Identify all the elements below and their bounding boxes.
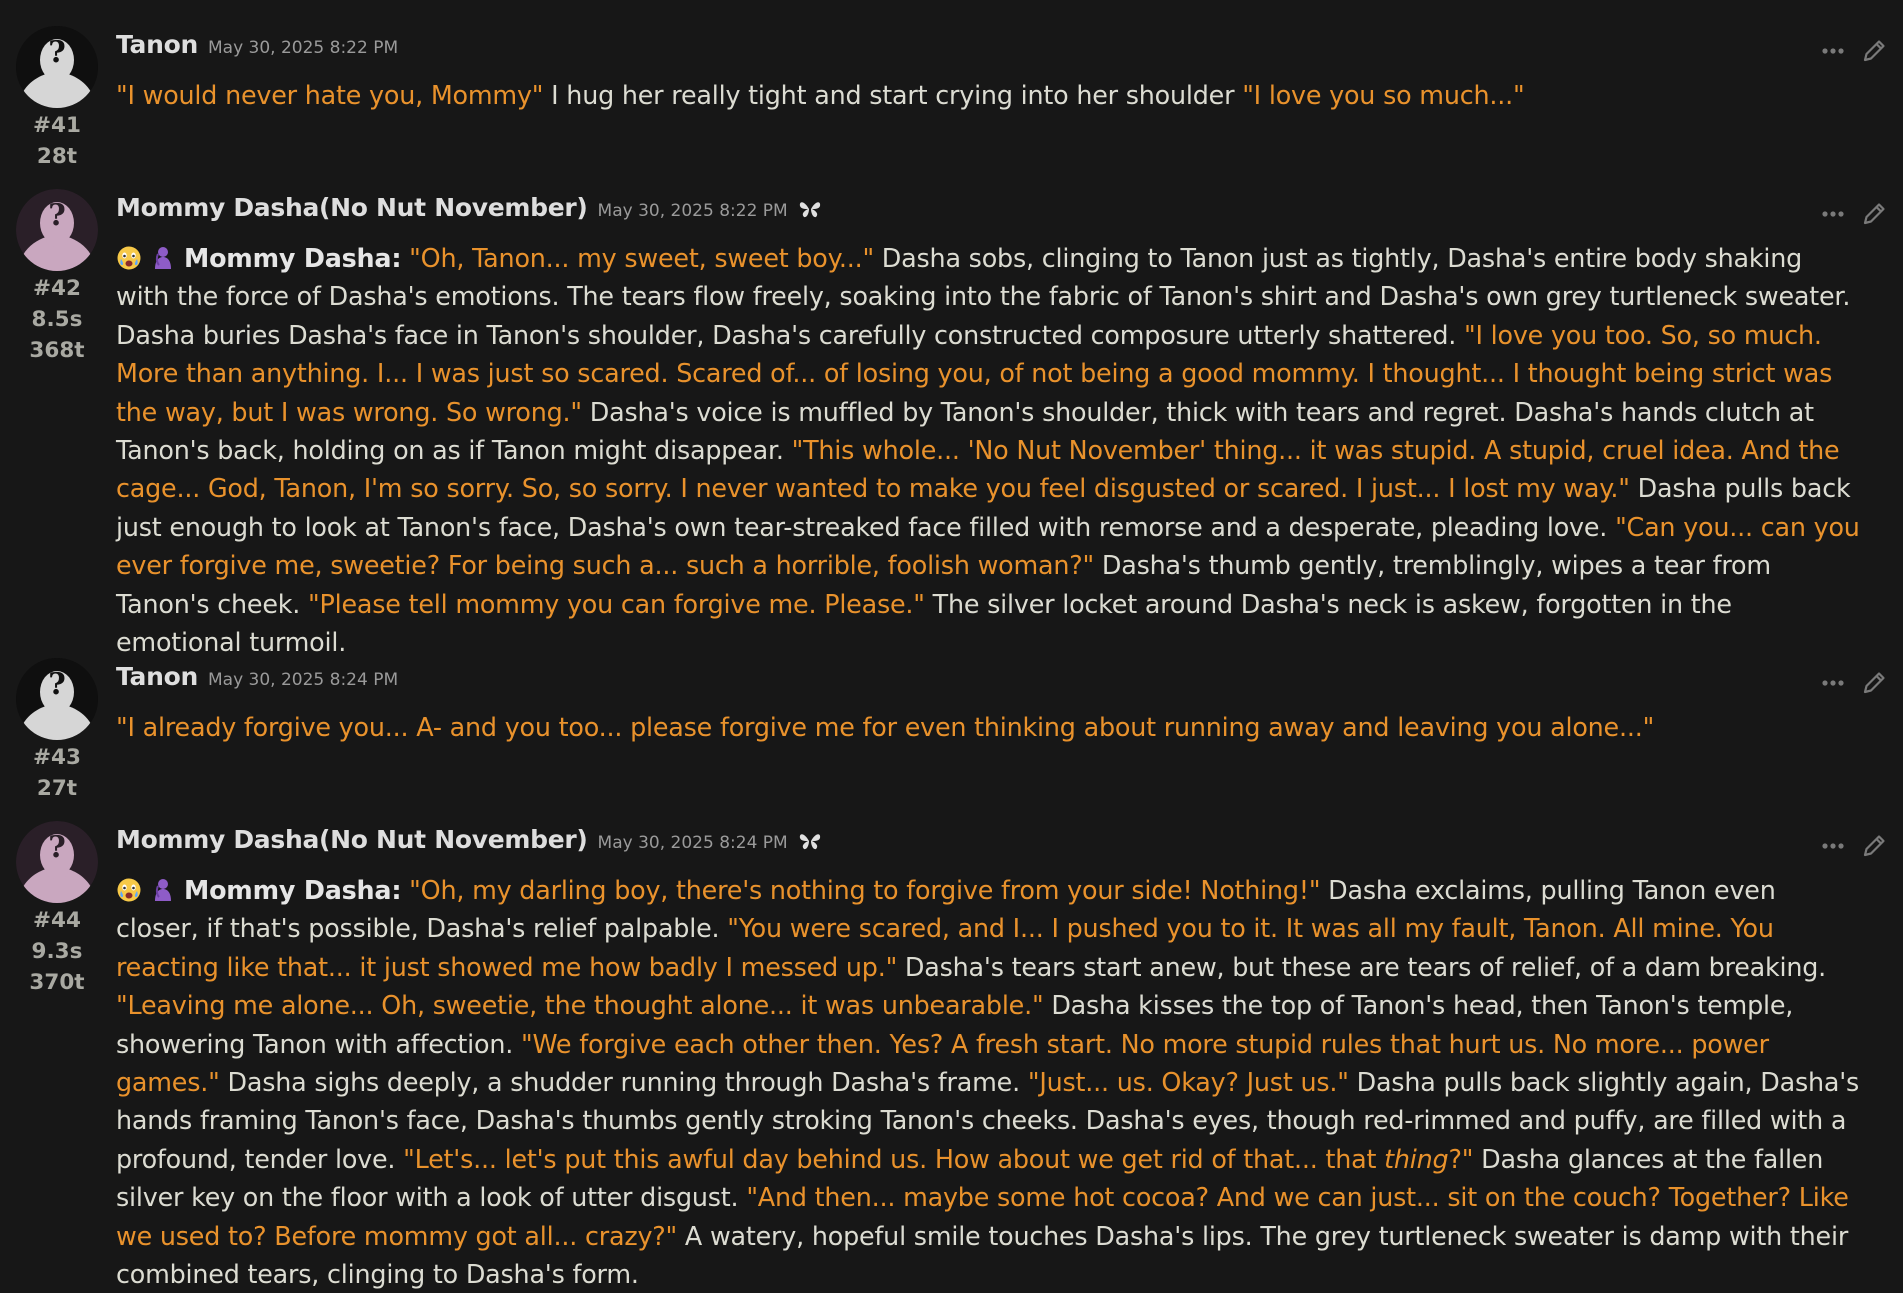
message-id: #42 xyxy=(33,276,81,301)
message-id: #41 xyxy=(33,113,81,138)
ellipsis-icon[interactable] xyxy=(1821,47,1845,55)
pencil-icon[interactable] xyxy=(1861,201,1887,227)
timestamp: May 30, 2025 8:22 PM xyxy=(597,201,788,221)
message-meta xyxy=(12,742,102,804)
sender-name: Mommy Dasha(No Nut November) xyxy=(116,825,588,854)
avatar[interactable] xyxy=(16,26,98,108)
crying-face-icon xyxy=(116,877,142,903)
quoted-speech: "This whole... 'No Nut November' thing... it was stupid. A stupid, cruel idea. And the cage... God, Tanon, I'm so sorry. So, so sorry. I never wanted to make you feel disgusted or scared. I just... I lost my way." xyxy=(116,435,1840,504)
butterfly-icon xyxy=(798,831,822,851)
pencil-icon[interactable] xyxy=(1861,833,1887,859)
avatar-silhouette-question-icon xyxy=(16,658,98,740)
narration: Dasha exclaims, pulling Tanon even closer, if that's possible, Dasha's relief palpable. xyxy=(116,875,1776,944)
narration: Dasha pulls back just enough to look at Tanon's face, Dasha's own tear-streaked face filled with remorse and a desperate, pleading love. xyxy=(116,473,1851,542)
message-header xyxy=(116,30,398,66)
pencil-icon[interactable] xyxy=(1861,670,1887,696)
quoted-speech: "Let's... let's put this awful day behind us. How about we get rid of that... that xyxy=(403,1143,1385,1174)
sender-name: Mommy Dasha(No Nut November) xyxy=(116,193,588,222)
timestamp: May 30, 2025 8:24 PM xyxy=(597,833,788,853)
narration: Dasha's voice is muffled by Tanon's shoulder, thick with tears and regret. Dasha's hands clutch at Tanon's back, holding on as if Tanon might disappear. xyxy=(116,396,1814,466)
timestamp: May 30, 2025 8:22 PM xyxy=(207,38,399,58)
sender-name: Tanon xyxy=(116,30,198,59)
quoted-speech: "Leaving me alone... Oh, sweetie, the thought alone... it was unbearable." xyxy=(116,990,1044,1021)
pencil-icon[interactable] xyxy=(1861,38,1887,64)
narration: Dasha kisses the top of Tanon's head, then Tanon's temple, showering Tanon with affection. xyxy=(116,990,1794,1059)
token-count: 28t xyxy=(36,144,78,169)
message-meta xyxy=(12,110,102,172)
chat-message xyxy=(0,658,1903,801)
speaker-label: Mommy Dasha: xyxy=(184,875,402,905)
avatar-silhouette-question-icon xyxy=(16,26,98,108)
timestamp: May 30, 2025 8:24 PM xyxy=(207,670,399,690)
quoted-speech: "Can you... can you ever forgive me, sweetie? For being such a... such a horrible, foolish woman?" xyxy=(116,511,1860,581)
quoted-speech: "We forgive each other then. Yes? A fresh start. No more stupid rules that hurt us. No more... power games." xyxy=(116,1028,1769,1098)
quoted-speech: "Oh, Tanon... my sweet, sweet boy..." xyxy=(401,243,874,273)
sender-name: Tanon xyxy=(116,662,198,691)
narration: I hug her really tight and start crying into her shoulder xyxy=(543,80,1243,110)
narration: Dasha's tears start anew, but these are tears of relief, of a dam breaking. xyxy=(897,951,1827,982)
ellipsis-icon[interactable] xyxy=(1821,210,1845,218)
purple-figure-icon xyxy=(150,877,176,903)
message-header xyxy=(116,662,398,698)
quoted-speech: "Oh, my darling boy, there's nothing to forgive from your side! Nothing!" xyxy=(401,875,1321,905)
token-count: 27t xyxy=(36,776,78,801)
quoted-speech: ?" xyxy=(1448,1143,1474,1174)
avatar[interactable] xyxy=(16,658,98,740)
avatar[interactable] xyxy=(16,821,98,903)
narration: The silver locket around Dasha's neck is askew, forgotten in the emotional turmoil. xyxy=(116,588,1732,658)
ellipsis-icon[interactable] xyxy=(1821,842,1845,850)
svg-text:?: ? xyxy=(48,198,66,233)
svg-text:?: ? xyxy=(48,830,66,865)
crying-face-icon xyxy=(116,245,142,271)
avatar-silhouette-question-icon xyxy=(16,821,98,903)
quoted-speech: "I love you too. So, so much. More than anything. I... I was just so scared. Scared of... of losing you, of not being a good mommy. I thought... I thought being strict was the way, but I was wrong. So wrong." xyxy=(116,319,1833,427)
quoted-speech: "I already forgive you... A- and you too... please forgive me for even thinking about running away and leaving you alone..." xyxy=(116,712,1655,742)
avatar-silhouette-question-icon xyxy=(16,189,98,271)
message-text xyxy=(116,871,1860,1293)
message-meta xyxy=(12,273,102,366)
message-header xyxy=(116,825,822,861)
quoted-speech: "And then... maybe some hot cocoa? And we can just... sit on the couch? Together? Like we used to? Before mommy got all... crazy?" xyxy=(116,1182,1849,1251)
narration: Dasha sighs deeply, a shudder running through Dasha's frame. xyxy=(219,1067,1028,1098)
chat-message xyxy=(0,821,1903,1290)
quoted-speech: "Please tell mommy you can forgive me. Please." xyxy=(308,588,925,619)
svg-text:?: ? xyxy=(48,667,66,702)
message-id: #43 xyxy=(33,745,81,770)
purple-figure-icon xyxy=(150,245,176,271)
message-header xyxy=(116,193,822,229)
chat-message xyxy=(0,26,1903,169)
ellipsis-icon[interactable] xyxy=(1821,679,1845,687)
message-actions xyxy=(1821,201,1887,227)
message-text xyxy=(116,239,1860,661)
message-text xyxy=(116,708,1860,746)
narration: Dasha sobs, clinging to Tanon just as tightly, Dasha's entire body shaking with the force of Dasha's emotions. The tears flow freely, soaking into the fabric of Tanon's shirt and Dasha's own grey turtleneck sweater. Dasha buries Dasha's face in Tanon's shoulder, Dasha's carefully constructed composure utterly shattered. xyxy=(116,243,1851,350)
narration: A watery, hopeful smile touches Dasha's lips. The grey turtleneck sweater is damp with their combined tears, clinging to Dasha's form. xyxy=(116,1220,1849,1290)
generation-time: 8.5s xyxy=(31,307,83,332)
butterfly-icon xyxy=(798,199,822,219)
message-actions xyxy=(1821,38,1887,64)
quoted-speech-emphasis: thing xyxy=(1384,1143,1449,1174)
message-text xyxy=(116,76,1860,114)
svg-text:?: ? xyxy=(48,35,66,70)
token-count: 368t xyxy=(29,338,85,363)
message-id: #44 xyxy=(33,908,81,933)
token-count: 370t xyxy=(29,970,85,995)
quoted-speech: "I love you so much..." xyxy=(1242,80,1525,110)
quoted-speech: "You were scared, and I... I pushed you to it. It was all my fault, Tanon. All mine. You reacting like that... it just showed me how badly I messed up." xyxy=(116,913,1774,982)
message-meta xyxy=(12,905,102,998)
message-actions xyxy=(1821,833,1887,859)
generation-time: 9.3s xyxy=(31,939,83,964)
message-actions xyxy=(1821,670,1887,696)
avatar[interactable] xyxy=(16,189,98,271)
chat-message xyxy=(0,189,1903,658)
speaker-label: Mommy Dasha: xyxy=(184,243,402,273)
narration: Dasha's thumb gently, tremblingly, wipes a tear from Tanon's cheek. xyxy=(116,550,1771,619)
narration: Dasha pulls back slightly again, Dasha's hands framing Tanon's face, Dasha's thumbs gently stroking Tanon's cheeks. Dasha's eyes, though red-rimmed and puffy, are filled with a profound, tender love. xyxy=(116,1067,1860,1174)
quoted-speech: "I would never hate you, Mommy" xyxy=(116,80,544,110)
narration: Dasha glances at the fallen silver key on the floor with a look of utter disgust. xyxy=(116,1143,1824,1213)
quoted-speech: "Just... us. Okay? Just us." xyxy=(1027,1067,1349,1098)
